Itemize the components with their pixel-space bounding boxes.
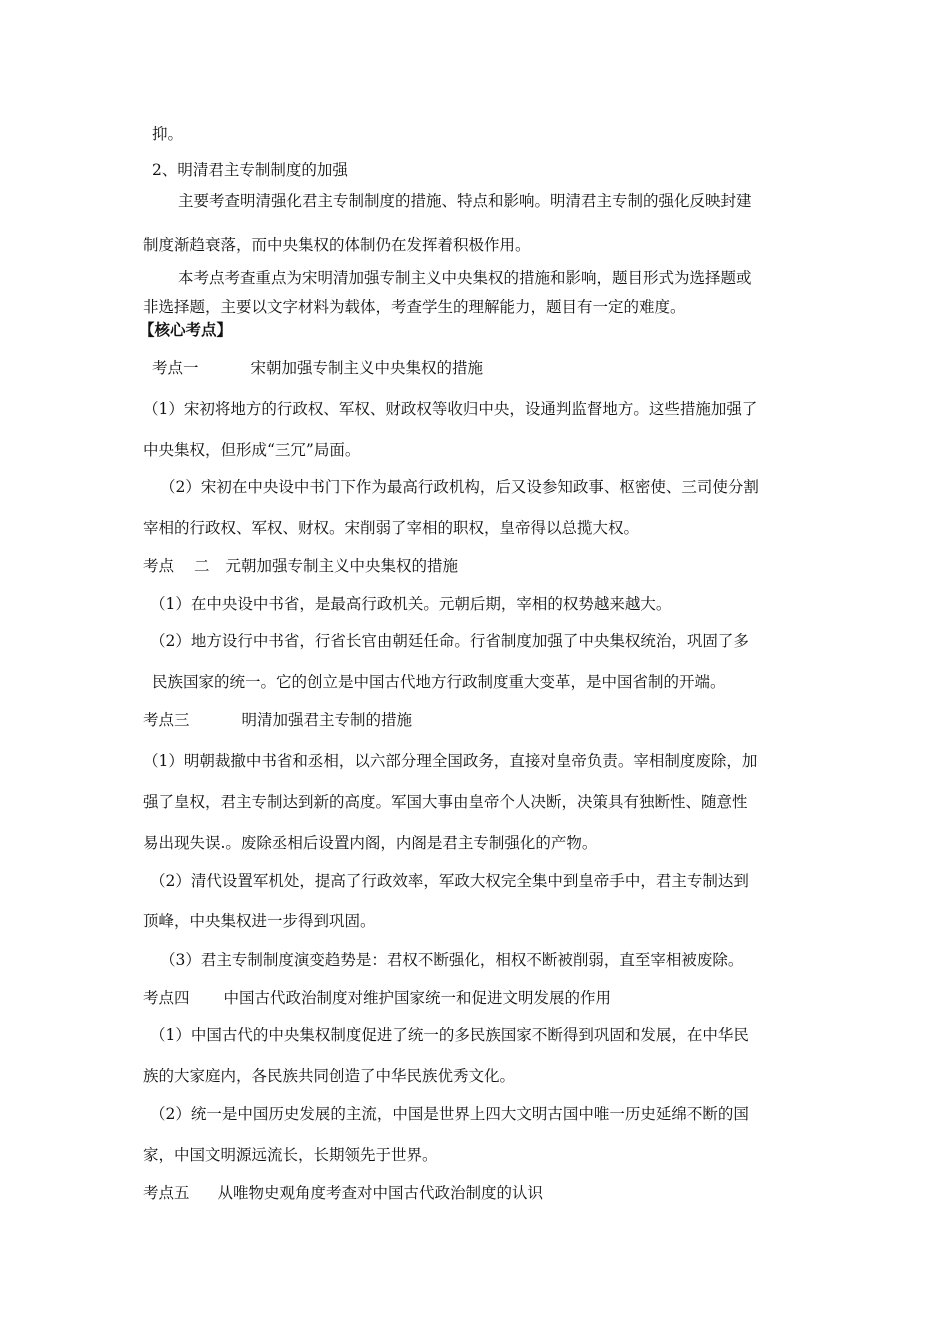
point-label: 考点一 [152, 359, 199, 377]
paragraph-line: 制度渐趋衰落，而中央集权的体制仍在发挥着积极作用。 [143, 236, 531, 254]
point-heading [143, 556, 458, 576]
paragraph-line: （3）君主专制制度演变趋势是：君权不断强化，相权不断被削弱，直至宰相被废除。 [160, 951, 744, 969]
paragraph-line: 族的大家庭内，各民族共同创造了中华民族优秀文化。 [143, 1067, 516, 1085]
paragraph-line: 非选择题，主要以文字材料为载体，考查学生的理解能力，题目有一定的难度。 [143, 298, 686, 316]
point-title: 元朝加强专制主义中央集权的措施 [225, 557, 459, 575]
point-label: 考点四 [143, 989, 190, 1007]
paragraph-line: （2）宋初在中央设中书门下作为最高行政机构，后又设参知政事、枢密使、三司使分割 [160, 478, 759, 496]
point-label: 考点 [143, 557, 175, 575]
paragraph-line: 易出现失误.。废除丞相后设置内阁，内阁是君主专制强化的产物。 [143, 834, 598, 852]
paragraph-line: 主要考查明清强化君主专制制度的措施、特点和影响。明清君主专制的强化反映封建 [178, 192, 752, 210]
paragraph-line: 强了皇权，君主专制达到新的高度。军国大事由皇帝个人决断，决策具有独断性、随意性 [143, 793, 748, 811]
paragraph-line: 宰相的行政权、军权、财权。宋削弱了宰相的职权，皇帝得以总揽大权。 [143, 519, 640, 537]
point-heading [143, 1183, 543, 1203]
paragraph-line: （1）宋初将地方的行政权、军权、财政权等收归中央，设通判监督地方。这些措施加强了 [143, 400, 758, 418]
point-title: 中国古代政治制度对维护国家统一和促进文明发展的作用 [223, 989, 612, 1007]
paragraph-line: 顶峰，中央集权进一步得到巩固。 [143, 912, 376, 930]
section-heading: 2、明清君主专制制度的加强 [152, 161, 348, 179]
point-number: 二 [194, 557, 210, 575]
text-line: 抑。 [152, 125, 184, 143]
point-heading [143, 710, 412, 730]
paragraph-line: 家，中国文明源远流长，长期领先于世界。 [143, 1146, 438, 1164]
paragraph-line: （2）清代设置军机处，提高了行政效率，军政大权完全集中到皇帝手中，君主专制达到 [150, 872, 749, 890]
point-heading [143, 988, 611, 1008]
point-title: 宋朝加强专制主义中央集权的措施 [250, 359, 484, 377]
paragraph-line: （2）地方设行中书省，行省长官由朝廷任命。行省制度加强了中央集权统治，巩固了多 [150, 632, 749, 650]
point-label: 考点三 [143, 711, 190, 729]
point-heading [152, 358, 483, 378]
paragraph-line: （2）统一是中国历史发展的主流，中国是世界上四大文明古国中唯一历史延绵不断的国 [150, 1105, 749, 1123]
point-title: 从唯物史观角度考查对中国古代政治制度的认识 [217, 1184, 544, 1202]
point-label: 考点五 [143, 1184, 190, 1202]
paragraph-line: 本考点考查重点为宋明清加强专制主义中央集权的措施和影响，题目形式为选择题或 [178, 269, 752, 287]
paragraph-line: （1）明朝裁撤中书省和丞相，以六部分理全国政务，直接对皇帝负责。宰相制度废除，加 [143, 752, 758, 770]
paragraph-line: （1）中国古代的中央集权制度促进了统一的多民族国家不断得到巩固和发展，在中华民 [150, 1026, 749, 1044]
paragraph-line: 民族国家的统一。它的创立是中国古代地方行政制度重大变革，是中国省制的开端。 [152, 673, 726, 691]
point-title: 明清加强君主专制的措施 [241, 711, 413, 729]
paragraph-line: 中央集权，但形成“三冗”局面。 [143, 441, 361, 459]
core-points-heading: 【核心考点】 [139, 320, 233, 339]
paragraph-line: （1）在中央设中书省，是最高行政机关。元朝后期，宰相的权势越来越大。 [150, 595, 672, 613]
